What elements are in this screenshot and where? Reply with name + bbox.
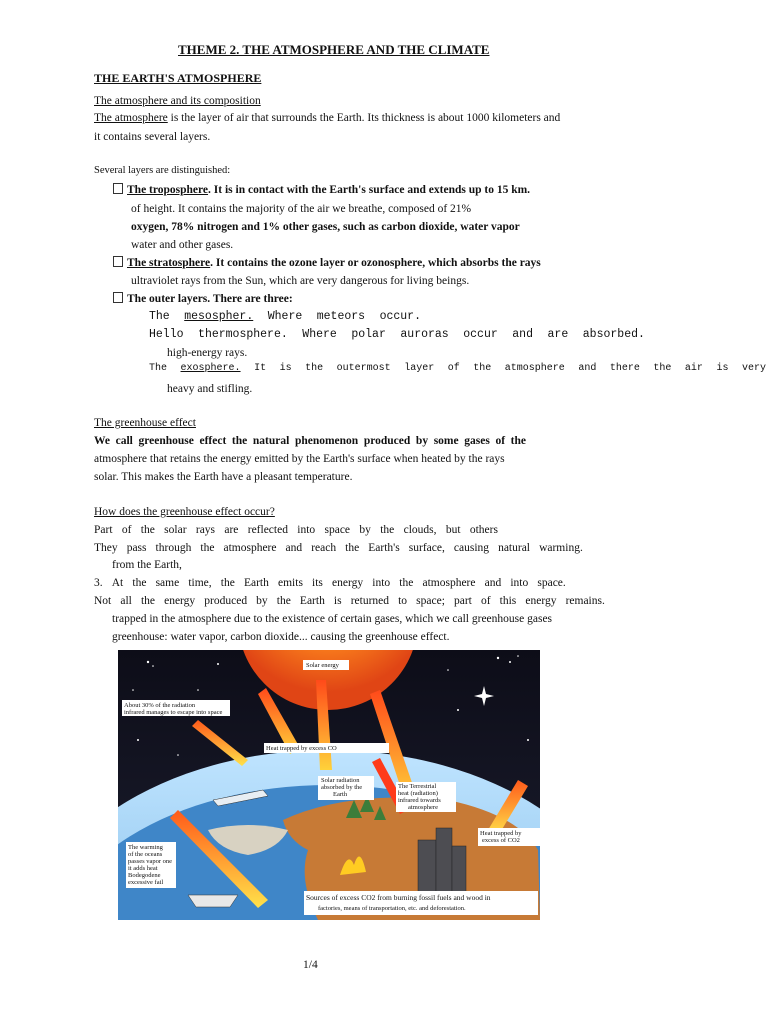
word: of [447,363,460,374]
how-line-5 [94,594,605,608]
word: Earth [243,577,269,589]
stratosphere-term: The stratosphere [127,257,211,269]
word: of [495,435,506,447]
word: produced [363,435,411,447]
bullet-box-icon [113,256,123,267]
word: Earth [299,595,325,607]
word: and [285,542,303,554]
troposphere-term: The troposphere [127,184,209,196]
word: and [578,363,597,374]
word: into [372,577,391,589]
composition-line-1-text: is the layer of air that surrounds the Earth. Its thickness is about 1000 kilometers and [167,112,561,124]
word: but [445,524,461,536]
word: effect [199,435,227,447]
word: very [741,363,766,374]
escape-label-line-1: About 30% of the radiation [124,702,196,709]
composition-subheading: The atmosphere and its composition [94,95,261,107]
word: Earth's [368,542,400,554]
how-line-3: from the Earth, [112,559,182,571]
troposphere-line-2: of height. It contains the majority of the air we breathe, composed of 21% [131,203,472,215]
word: there [609,363,640,374]
how-line-7: greenhouse: water vapor, carbon dioxide... causing the greenhouse effect. [112,631,450,643]
thermosphere-line [149,328,645,341]
absorbed-label-line-3: Earth [333,791,348,798]
thermosphere-line-2: high-energy rays. [167,347,248,359]
word: Part [94,524,113,536]
word: The [149,363,168,374]
word: meteors [316,310,366,323]
word: natural [498,542,531,554]
word: exosphere. [180,363,241,374]
word: the [345,542,360,554]
how-line-1 [94,523,498,537]
how-line-2 [94,541,583,555]
word: They [94,542,118,554]
word: absorbed. [582,328,645,341]
greenhouse-diagram [118,650,540,920]
bullet-box-icon [113,292,123,303]
how-line-6: trapped in the atmosphere due to the existence of certain gases, which we call greenhouse gases [112,613,553,625]
word: occur [463,328,498,341]
warming-line-1: The warming [128,844,163,851]
word: clouds, [403,524,437,536]
how-heading: How does the greenhouse effect occur? [94,506,275,518]
word: space. [537,577,566,589]
word: the [231,435,248,447]
mesosphere-line [149,310,421,323]
word: into [510,577,529,589]
troposphere-text: . It is in contact with the Earth's surface and extends up to 15 km. [208,184,531,196]
word: returned [350,595,390,607]
word: the [220,577,235,589]
word: Hello [149,328,184,341]
outer-layers-bullet [113,292,293,306]
warming-line-4: it adds heat [128,865,158,872]
bullet-box-icon [113,183,123,194]
greenhouse-definition-line-3: solar. This makes the Earth have a pleasant temperature. [94,471,353,483]
word: of [480,595,491,607]
word: layer [404,363,435,374]
word: is [333,595,342,607]
word: outermost [336,363,391,374]
word: to [398,595,408,607]
word: the [140,595,155,607]
word: phenomenon [294,435,359,447]
word: are [547,328,569,341]
word: the [473,363,492,374]
word: occur. [379,310,421,323]
word: reach [311,542,337,554]
word: the [510,435,526,447]
word: pass [126,542,147,554]
word: call [115,435,133,447]
word: Not [94,595,112,607]
word: remains. [565,595,605,607]
word: of [121,524,132,536]
word: We [94,435,110,447]
word: mesospher. [184,310,254,323]
word: and [484,577,502,589]
troposphere-bullet [113,183,530,197]
terrestrial-label-line-4: atmosphere [408,804,438,811]
terrestrial-label-line-1: The Terrestrial [398,783,437,790]
word: by [256,595,268,607]
terrestrial-label-line-2: heat (radiation) [398,790,438,797]
greenhouse-definition-line-1 [94,434,526,448]
page-number: 1/4 [303,959,318,971]
word: others [469,524,498,536]
exosphere-line [149,363,766,374]
word: space [324,524,351,536]
heat-trapped-right-line-1: Heat trapped by [480,830,522,837]
word: atmosphere [223,542,277,554]
word: the [653,363,672,374]
word: all [120,595,132,607]
greenhouse-illustration [118,650,540,920]
stratosphere-text: . It contains the ozone layer or ozonosphere, which absorbs the rays [210,257,541,269]
word: is [279,363,292,374]
exosphere-line-2: heavy and stifling. [167,383,253,395]
warming-line-3: passes vapor one [128,858,173,865]
word: Where [267,310,303,323]
word: the [399,577,414,589]
word: rays [195,524,216,536]
word: air [684,363,703,374]
word: 3. [94,577,103,589]
sources-line-2: factories, means of transportation, etc. and deforestation. [318,905,466,912]
terrestrial-label-line-3: infrared towards [398,797,441,804]
word: and [512,328,533,341]
greenhouse-heading: The greenhouse effect [94,417,196,429]
absorbed-label-line-1: Solar radiation [321,777,360,784]
word: its [312,577,323,589]
word: same [155,577,180,589]
word: energy [332,577,364,589]
word: warming. [539,542,583,554]
warming-line-6: excessive fail [128,879,164,886]
word: emits [278,577,303,589]
word: the [305,363,324,374]
word: the [140,524,155,536]
section-heading: THE EARTH'S ATMOSPHERE [94,71,262,85]
composition-line-1 [94,111,560,125]
word: by [359,524,371,536]
word: surface, [408,542,445,554]
word: thermosphere. [198,328,288,341]
ship [188,895,238,907]
word: some [433,435,459,447]
word: Where [302,328,337,341]
solar-energy-label: Solar energy [306,662,339,669]
word: this [499,595,517,607]
word: atmosphere [504,363,565,374]
word: It [254,363,267,374]
word: causing [453,542,490,554]
word: produced [204,595,248,607]
word: into [297,524,316,536]
greenhouse-definition-line-2: atmosphere that retains the energy emitted by the Earth's surface when heated by the rays [94,453,505,465]
sources-line-1: Sources of excess CO2 from burning fossil fuels and wood in [306,893,491,902]
escape-label-line-2: infrared manages to escape into space [124,709,223,716]
page-title: THEME 2. THE ATMOSPHERE AND THE CLIMATE [178,42,490,57]
word: space; [416,595,445,607]
outer-layers-heading: The outer layers. There are three: [127,293,293,305]
word: reflected [247,524,288,536]
word: energy [164,595,196,607]
word: natural [252,435,290,447]
troposphere-line-3: oxygen, 78% nitrogen and 1% other gases, such as carbon dioxide, water vapor [131,221,520,233]
troposphere-line-4: water and other gases. [131,239,234,251]
word: through [155,542,192,554]
heat-trapped-right-line-2: excess of CO2 [482,837,520,844]
word: At [111,577,124,589]
word: The [149,310,170,323]
composition-line-2: it contains several layers. [94,131,211,143]
word: the [132,577,147,589]
heat-trapped-top-label: Heat trapped by excess CO [266,745,337,752]
word: gases [464,435,490,447]
stratosphere-line-2: ultraviolet rays from the Sun, which are very dangerous for living beings. [131,275,470,287]
how-line-4 [94,576,566,590]
word: the [200,542,215,554]
word: are [224,524,239,536]
word: by [415,435,429,447]
word: solar [164,524,187,536]
word: is [716,363,729,374]
word: atmosphere [422,577,476,589]
word: polar [351,328,386,341]
word: the [380,524,395,536]
warming-line-5: Bodegodene [128,872,161,879]
absorbed-label-line-2: absorbed by the [321,784,363,791]
word: the [276,595,291,607]
word: time, [188,577,212,589]
word: auroras [400,328,449,341]
warming-line-2: of the oceans [128,851,163,858]
atmosphere-term: The atmosphere [94,112,168,124]
stratosphere-bullet [113,256,541,270]
word: greenhouse [138,435,194,447]
layers-intro: Several layers are distinguished: [94,165,231,176]
word: energy [525,595,557,607]
word: part [453,595,472,607]
